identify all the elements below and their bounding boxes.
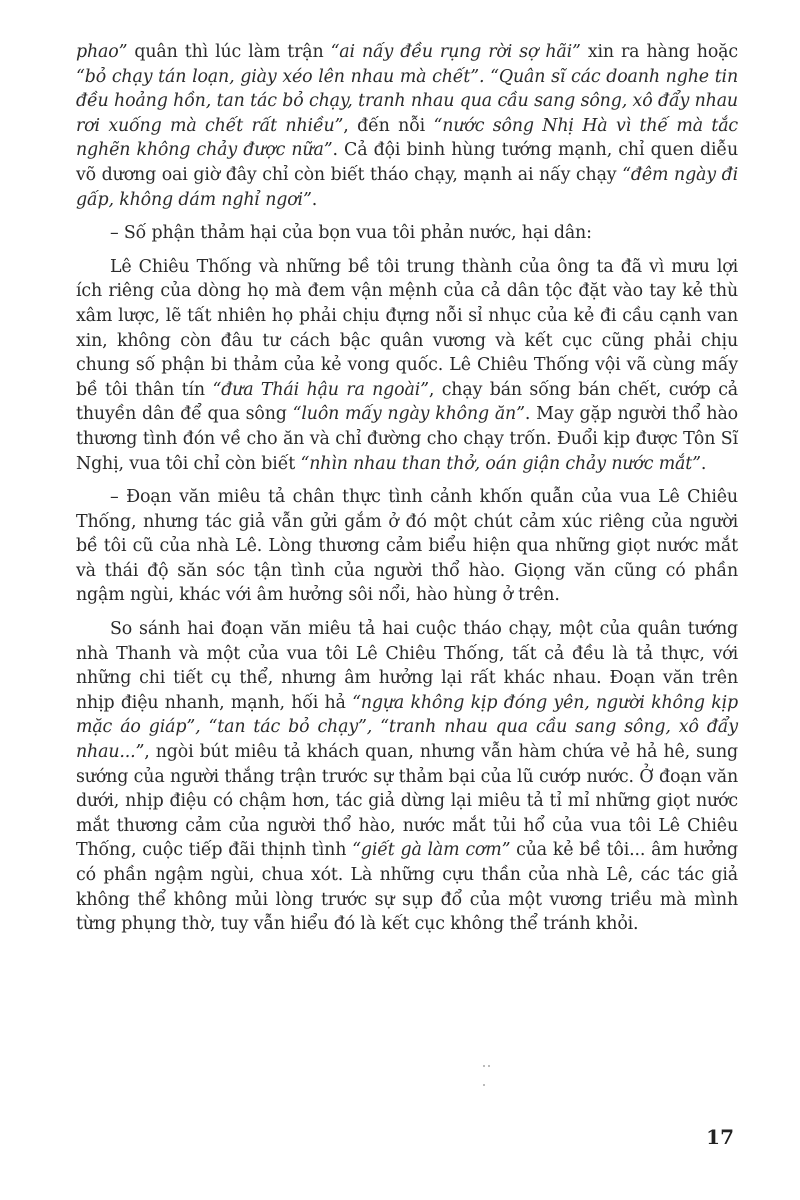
text-run: quân thì lúc làm trận	[127, 42, 331, 62]
page-number: 17	[706, 1125, 734, 1149]
text-run: , ngòi bút miêu tả khách quan, nhưng vẫn hàm chứa vẻ hả hê, sung sướng của người thắng trận trước sự thảm bại của lũ cướp nước. Ở đoạn văn dưới, nhịp điệu có chậm hơn, tác giả dừng lại miêu tả tỉ mỉ những giọt nước mắt thương cảm của người thổ hào, nước mắt tủi hổ của vua tôi Lê Chiêu Thống, cuộc tiếp đãi thịnh tình	[76, 742, 738, 861]
quoted-text: “nước sông Nhị Hà vì thế mà tắc nghẽn không chảy được nữa”	[76, 115, 739, 161]
text-run: – Đoạn văn miêu tả chân thực tình cảnh khốn quẫn của vua Lê Chiêu Thống, nhưng tác giả vẫn gửi gắm ở đó một chút cảm xúc riêng của người bề tôi cũ của nhà Lê. Lòng thương cảm biểu hiện qua những giọt nước mắt và thái độ săn sóc tận tình của người thổ hào. Giọng văn cũng có phần ngậm ngùi, khác với âm hưởng sôi nổi, hào hùng ở trên.	[76, 487, 738, 606]
quoted-text: “bỏ chạy tán loạn, giày xéo lên nhau mà chết”. “Quân sĩ các doanh nghe tin đều hoảng hồn, tan tác bỏ chạy, tranh nhau qua cầu sang sông, xô đẩy nhau rơi xuống mà chết rất nhiều”	[76, 66, 738, 136]
text-run: của kẻ bề tôi... âm hưởng có phần ngậm ngùi, chua xót. Là những cựu thần của nhà Lê, các tác giả không thể không mủi lòng trước sự sụp đổ của một vương triều mà mình từng phụng thờ, tuy vẫn hiểu đó là kết cục không thể tránh khỏi.	[76, 840, 738, 935]
quoted-text: “đêm ngày đi gấp, không dám nghỉ ngơi”	[76, 164, 738, 210]
text-run: , đến nỗi	[343, 115, 434, 136]
text-run: – Số phận thảm hại của bọn vua tôi phản nước, hại dân:	[110, 223, 592, 244]
paragraph	[76, 221, 738, 246]
page-body	[76, 40, 738, 946]
text-run: .	[311, 189, 318, 210]
quoted-text: “ngựa không kịp đóng yên, người không kịp mặc áo giáp”, “tan tác bỏ chạy”, “tranh nhau qua cầu sang sông, xô đẩy nhau...”	[76, 692, 738, 763]
quoted-text: phao”	[76, 42, 128, 62]
quoted-text: “ai nấy đều rụng rời sợ hãi”	[330, 42, 581, 62]
text-run: . May gặp người thổ hào thương tình đón về cho ăn và chỉ đường cho chạy trốn. Đuổi kịp được Tôn Sĩ Nghị, vua tôi chỉ còn biết	[76, 404, 738, 474]
quoted-text: “nhìn nhau than thở, oán giận chảy nước mắt”	[300, 453, 701, 474]
text-run: Lê Chiêu Thống và những bề tôi trung thành của ông ta đã vì mưu lợi ích riêng của dòng họ mà đem vận mệnh của cả dân tộc đặt vào tay kẻ thù xâm lược, lẽ tất nhiên họ phải chịu đựng nỗi sỉ nhục của kẻ đi cầu cạnh van xin, không còn đâu tư cách bậc quân vương và kết cục cũng phải chịu chung số phận bi thảm của kẻ vong quốc. Lê Chiêu Thống vội vã cùng mấy bề tôi thân tín	[76, 256, 738, 400]
text-run: . Cả đội binh hùng tướng mạnh, chỉ quen diễu võ dương oai giờ đây chỉ còn biết tháo chạy, mạnh ai nấy chạy	[76, 140, 738, 185]
paragraph	[76, 617, 738, 937]
text-run: .	[700, 453, 707, 474]
quoted-text: “luôn mấy ngày không ăn”	[292, 404, 525, 425]
text-run: So sánh hai đoạn văn miêu tả hai cuộc tháo chạy, một của quân tướng nhà Thanh và một của vua tôi Lê Chiêu Thống, tất cả đều là tả thực, với những chi tiết cụ thể, nhưng âm hưởng lại rất khác nhau. Đoạn văn trên nhịp điệu nhanh, mạnh, hối hả	[76, 619, 738, 713]
paragraph	[76, 485, 738, 608]
paragraph	[76, 255, 738, 476]
quoted-text: “đưa Thái hậu ra ngoài”	[212, 379, 429, 400]
scan-speck	[483, 1052, 497, 1055]
paragraph	[76, 40, 738, 212]
quoted-text: “giết gà làm cơm”	[352, 840, 511, 861]
text-run: , chạy bán sống bán chết, cướp cả thuyền dân để qua sông	[76, 379, 738, 425]
text-run: xin ra hàng hoặc	[580, 42, 738, 62]
